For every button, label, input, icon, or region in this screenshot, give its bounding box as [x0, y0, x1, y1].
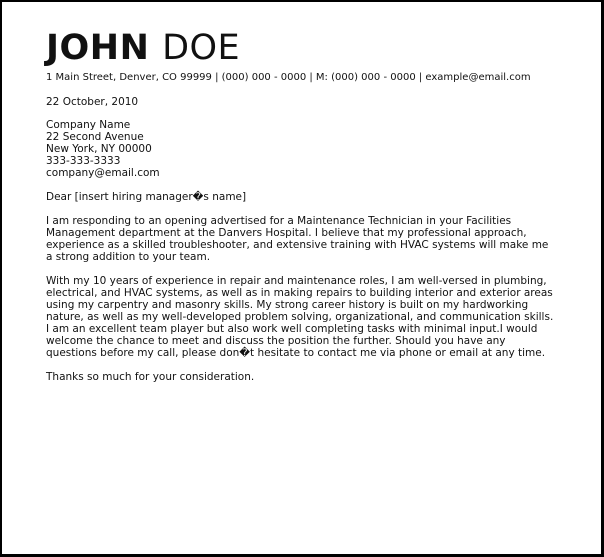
- body-paragraph-2: With my 10 years of experience in repair and maintenance roles, I am well-versed in plumbing, electrical, and HVAC systems, as well as in making repairs to building interior and exterior areas using my carpentry and masonry skills. My strong career history is built on my hardworking nature, as well as my well-developed problem solving, organizational, and communication skills. I am an excellent team player but also work well completing tasks with minimal input.I would welcome the chance to meet and discuss the position the further. Should you have any questions before my call, please don�t hesitate to contact me via phone or email at any time.: [46, 275, 554, 359]
- applicant-name: [46, 28, 566, 68]
- recipient-phone: 333-333-3333: [46, 155, 121, 167]
- recipient-street: 22 Second Avenue: [46, 131, 144, 143]
- closing-line: Thanks so much for your consideration.: [46, 371, 255, 383]
- body-paragraph-1: I am responding to an opening advertised for a Maintenance Technician in your Facilities Management department at the Danvers Hospital. I believe that my professional approach, experience as a skilled troubleshooter, and extensive training with HVAC systems will make me a strong addition to your team.: [46, 215, 549, 263]
- recipient-email: company@email.com: [46, 167, 160, 179]
- recipient-city: New York, NY 00000: [46, 143, 152, 155]
- cover-letter: [46, 28, 566, 383]
- salutation: Dear [insert hiring manager�s name]: [46, 191, 247, 203]
- recipient-address: [46, 119, 566, 179]
- first-name: JOHN: [46, 28, 150, 68]
- recipient-company: Company Name: [46, 119, 131, 131]
- contact-line: 1 Main Street, Denver, CO 99999 | (000) 000 - 0000 | M: (000) 000 - 0000 | example@email.com: [46, 72, 531, 83]
- last-name: DOE: [162, 28, 241, 68]
- letter-date: 22 October, 2010: [46, 96, 139, 108]
